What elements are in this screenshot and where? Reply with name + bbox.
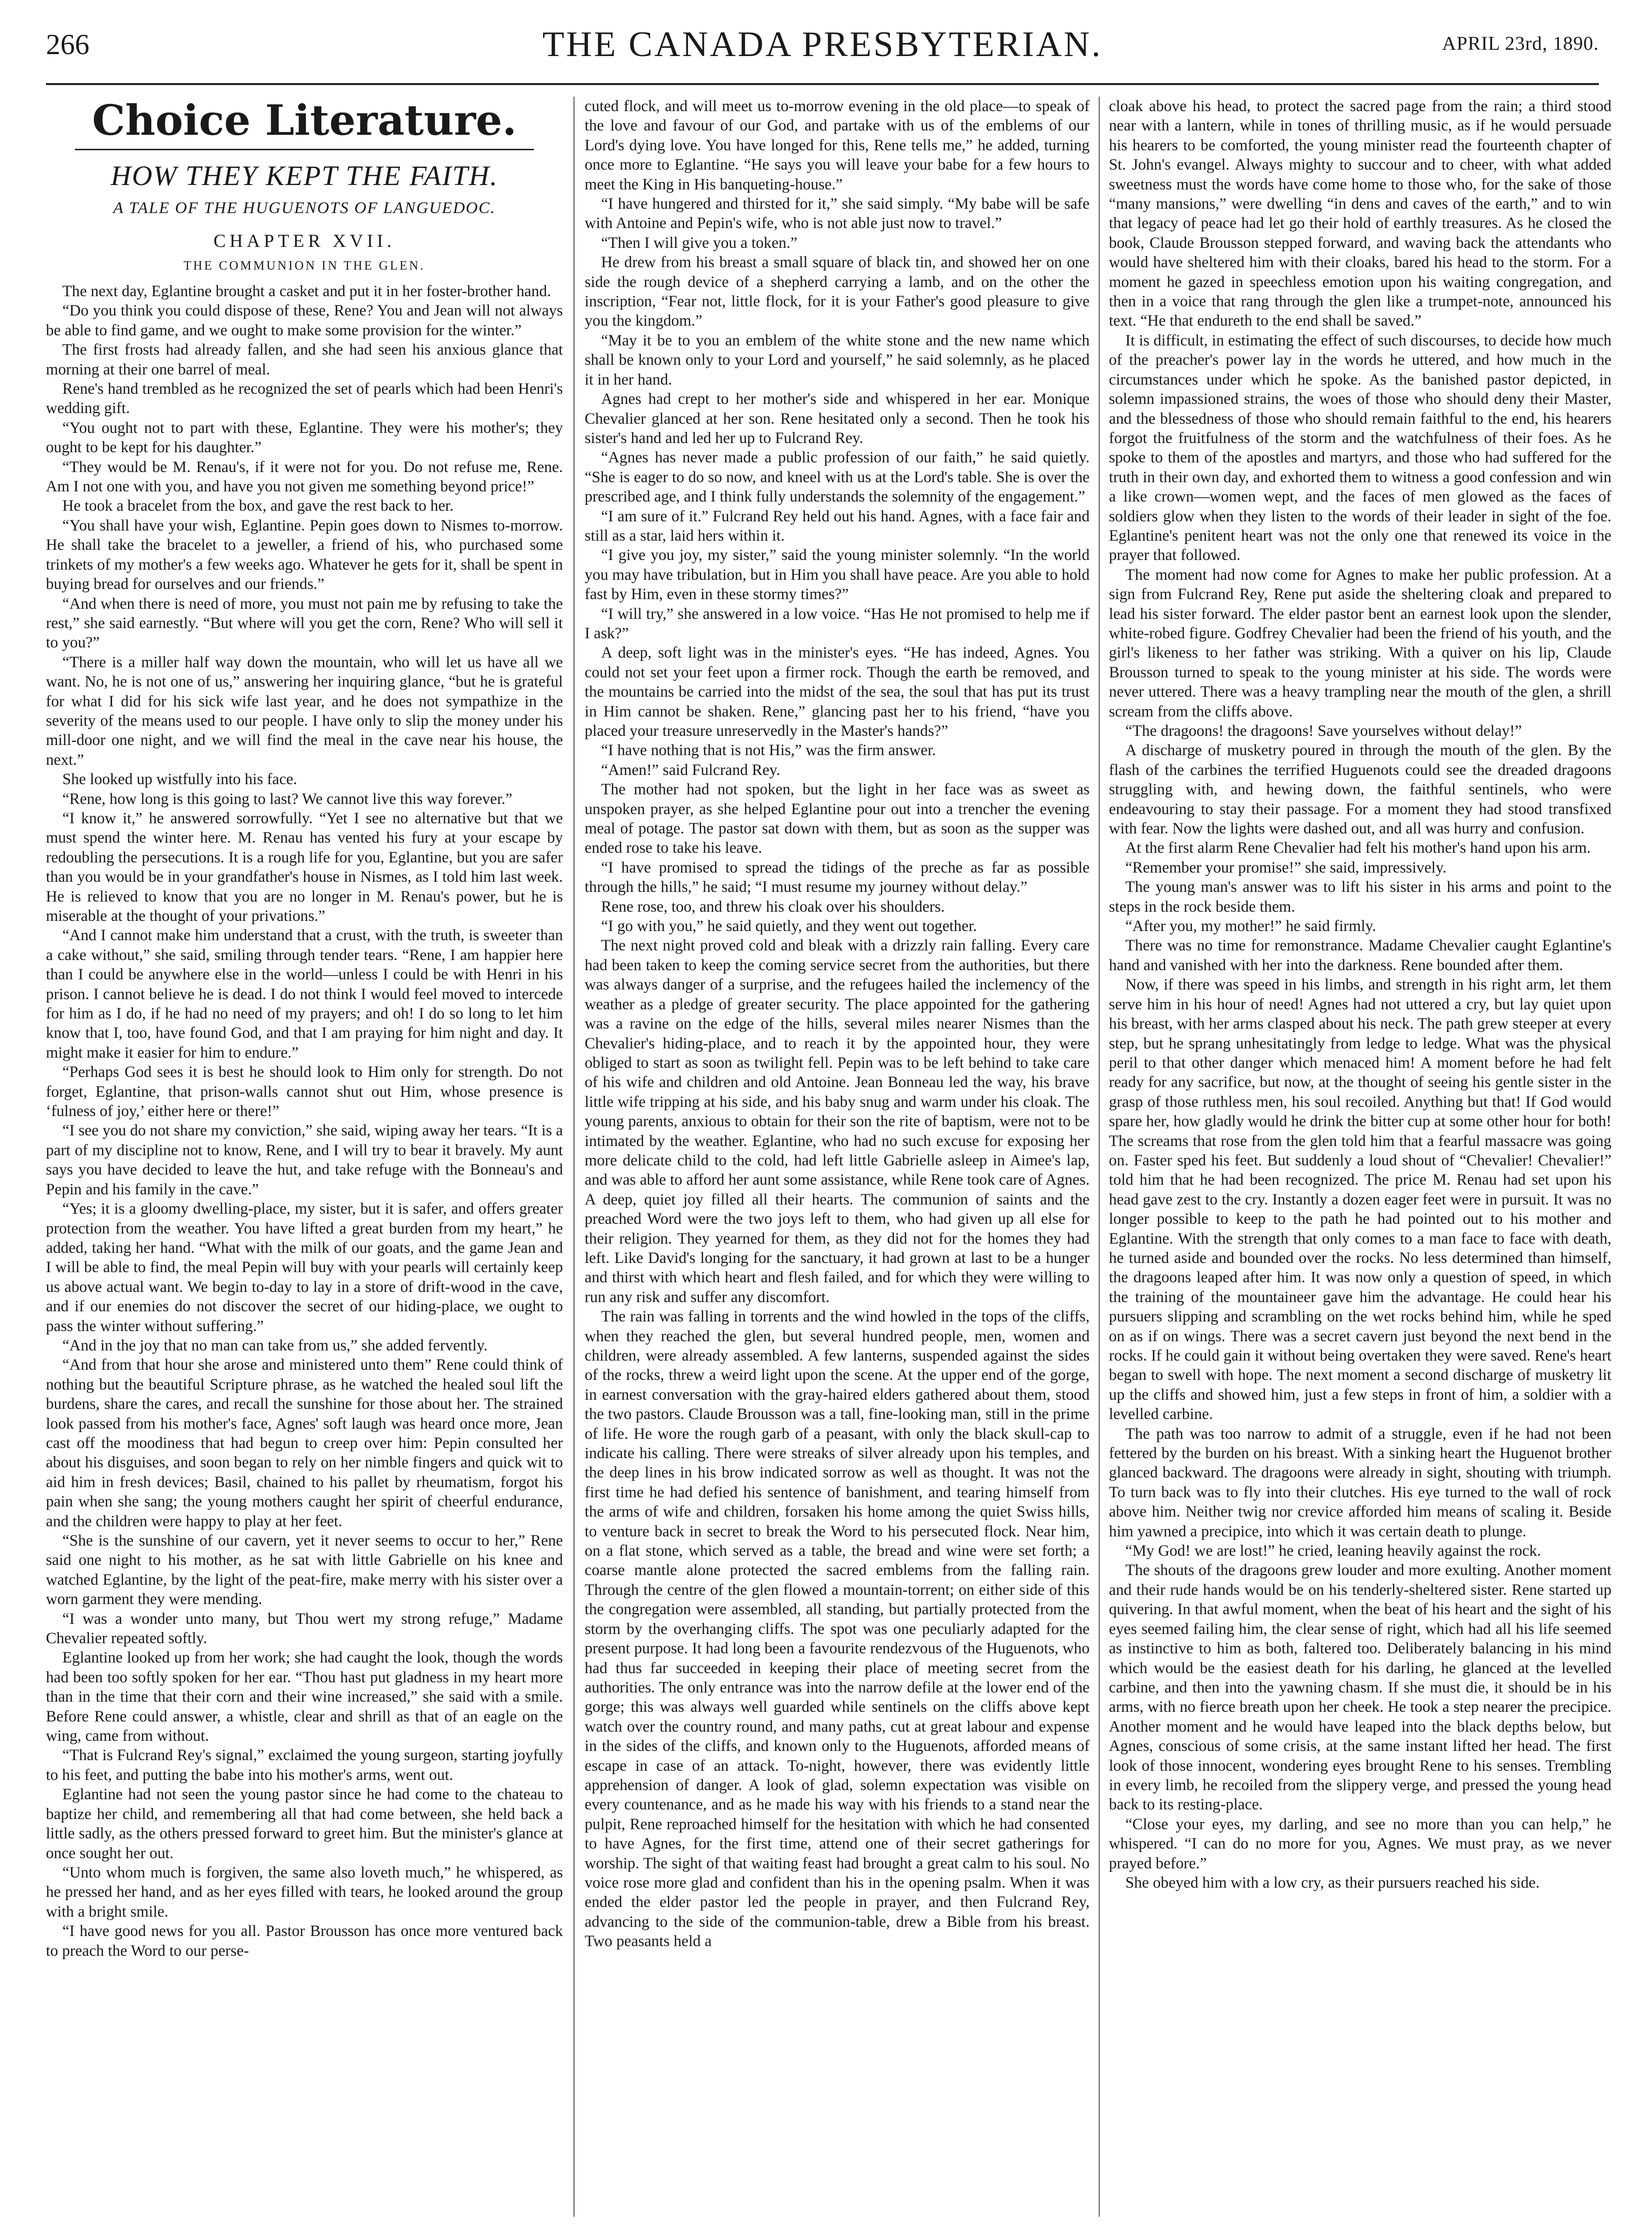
paragraph: She obeyed him with a low cry, as their pursuers reached his side.	[1125, 1874, 1540, 1892]
paragraph: “Agnes has never made a public profession of our faith,” he said quietly. “She is eager to do so now, and kneel with us at the Lord's table. She is over the prescribed age, and I think fully understands the solemnity of the engagement.”	[585, 449, 1090, 506]
column-2-text	[585, 97, 1090, 1951]
paragraph: “I have good news for you all. Pastor Brousson has once more ventured back to preach the Word to our perse-	[46, 1922, 563, 1960]
paragraph: “My God! we are lost!” he cried, leaning heavily against the rock.	[1125, 1542, 1541, 1560]
paragraph: “I go with you,” he said quietly, and they went out together.	[601, 917, 977, 935]
paragraph: “I am sure of it.” Fulcrand Rey held out his hand. Agnes, with a face fair and still as a star, laid hers within it.	[585, 507, 1090, 545]
paragraph: “I have nothing that is not His,” was the firm answer.	[601, 742, 936, 760]
paragraph: “She is the sunshine of our cavern, yet it never seems to occur to her,” Rene said one night to his mother, as he sat with little Gabrielle on his knee and watched Eglantine, by the light of the peat-fire, make merry with his sister over a worn garment they were mending.	[46, 1532, 563, 1608]
story-title: HOW THEY KEPT THE FAITH.	[111, 160, 498, 191]
paragraph: She looked up wistfully into his face.	[62, 771, 297, 788]
column-1	[46, 97, 563, 2222]
paragraph: A deep, soft light was in the minister's eyes. “He has indeed, Agnes. You could not set your feet upon a firmer rock. Though the earth be removed, and the mountains be carried into the midst of the sea, the soul that has put its trust in Him cannot be shaken. Rene,” glancing past her to his friend, “have you placed your treasure unreservedly in the Master's hands?”	[585, 644, 1090, 740]
paragraph: “May it be to you an emblem of the white stone and the new name which shall be known only to your Lord and yourself,” he said solemnly, as he placed it in her hand.	[585, 331, 1090, 388]
paragraph: Rene's hand trembled as he recognized the set of pearls which had been Henri's wedding gift.	[46, 380, 563, 417]
paragraph: “That is Fulcrand Rey's signal,” exclaimed the young surgeon, starting joyfully to his feet, and putting the babe into his mother's arms, went out.	[46, 1747, 563, 1784]
column-3-text	[1109, 97, 1611, 1892]
column-divider	[1099, 97, 1100, 2217]
header-rule	[46, 83, 1599, 85]
section-title: Choice Literature.	[92, 97, 517, 145]
paragraph: “You shall have your wish, Eglantine. Pepin goes down to Nismes to-morrow. He shall take the bracelet to a jeweller, a friend of his, who purchased some trinkets of my mother's a few weeks ago. Whatever he gets for it, shall be spent in buying bread for ourselves and our friends.”	[46, 516, 563, 593]
paragraph: “Yes; it is a gloomy dwelling-place, my sister, but it is safer, and offers greater protection from the weather. You have lifted a great burden from my heart,” he added, taking her hand. “What with the milk of our goats, and the game Jean and I will be able to find, the meal Pepin will buy with your pearls will certainly keep us above actual want. We begin to-day to lay in a store of drift-wood in the cave, and if our enemies do not discover the secret of our hiding-place, we ought to pass the winter without suffering.”	[46, 1200, 563, 1335]
paragraph: He took a bracelet from the box, and gave the rest back to her.	[62, 497, 454, 515]
paragraph: There was no time for remonstrance. Madame Chevalier caught Eglantine's hand and vanished with her into the darkness. Rene bounded after them.	[1109, 937, 1611, 974]
chapter-title: THE COMMUNION IN THE GLEN.	[184, 258, 425, 272]
paragraph: At the first alarm Rene Chevalier had felt his mother's hand upon his arm.	[1125, 839, 1591, 857]
paragraph: “The dragoons! the dragoons! Save yourselves without delay!”	[1125, 722, 1522, 740]
column-2	[585, 97, 1090, 2222]
paragraph: The moment had now come for Agnes to make her public profession. At a sign from Fulcrand Rey, Rene put aside the sheltering cloak and prepared to lead his sister forward. The elder pastor bent an earnest look upon the slender, white-robed figure. Godfrey Chevalier had been the friend of his youth, and the girl's likeness to her father was striking. With a quiver on his lip, Claude Brousson turned to speak to the young minister at his side. The words were never uttered. There was a heavy trampling near the mouth of the glen, a shrill scream from the cliffs above.	[1109, 566, 1611, 720]
paragraph: The next night proved cold and bleak with a drizzly rain falling. Every care had been taken to keep the coming service secret from the authorities, but there was always danger of a surprise, and the refugees hailed the inclemency of the weather as a pledge of greater security. The place appointed for the gathering was a ravine on the edge of the hills, several miles nearer Nismes than the Chevalier's hiding-place, and to reach it by the appointed hour, they were obliged to start as soon as twilight fell. Pepin was to be left behind to take care of his wife and children and old Antoine. Jean Bonneau led the way, his brave little wife tripping at his side, and his baby snug and warm under his cloak. The young parents, anxious to obtain for their son the rite of baptism, were not to be intimated by the weather. Eglantine, who had no such excuse for exposing her more delicate child to the cold, had left little Gabrielle asleep in Aimee's lap, and was able to afford her aunt some assistance, while Rene took care of Agnes. A deep, quiet joy filled all their hearts. The communion of saints and the preached Word were the two joys left to them, who had given up all else for their religion. They yearned for them, as they did not for the homes they had left. Like David's longing for the sanctuary, it had grown at last to be a hunger and thirst with which heart and flesh failed, and for which they were willing to run any risk and suffer any discomfort.	[585, 937, 1090, 1306]
paragraph: “I see you do not share my conviction,” she said, wiping away her tears. “It is a part of my discipline not to know, Rene, and I will try to bear it bravely. My aunt says you have decided to leave the hut, and take refuge with the Bonneau's and Pepin and his family in the cave.”	[46, 1122, 563, 1198]
paragraph: Now, if there was speed in his limbs, and strength in his right arm, let them serve him in his hour of need! Agnes had not uttered a cry, but lay quiet upon his breast, with her arms clasped about his neck. The path grew steeper at every step, but he sprang unhesitatingly from ledge to ledge. What was the physical peril to that other danger which menaced him! A moment before he had felt ready for any sacrifice, but now, at the thought of seeing his gentle sister in the grasp of those ruthless men, his soul recoiled. Anything but that! If God would spare her, how gladly would he drink the bitter cup at some other hour for both! The screams that rose from the glen told him that a fearful massacre was going on. Faster sped his feet. But suddenly a loud shout of “Chevalier! Chevalier!” told him that he had been recognized. The price M. Renau had set upon his head gave zest to the cry. Instantly a dozen eager feet were in pursuit. It was no longer possible to keep to the path he had pointed out to his mother and Eglantine. With the strength that only comes to a man face to face with death, he turned aside and bounded over the rocks. No less determined than himself, the dragoons leaped after him. It was now only a question of speed, in which the training of the mountaineer gave him the advantage. He could hear his pursuers slipping and scrambling on the wet rocks behind him, while he sped on as if on wings. There was a secret cavern just beyond the next bend in the rocks. If he could gain it without being overtaken they were saved. Rene's heart began to swell with hope. The next moment a second discharge of musketry lit up the cliffs and showed him, just a few steps in front of him, a soldier with a levelled carbine.	[1109, 976, 1611, 1423]
paragraph: “I give you joy, my sister,” said the young minister solemnly. “In the world you may have tribulation, but in Him you shall have peace. Are you able to hold fast by Him, even in these stormy times?”	[585, 546, 1090, 603]
running-header	[46, 19, 1599, 77]
chapter-heading: CHAPTER XVII.	[213, 231, 396, 251]
paragraph: The next day, Eglantine brought a casket and put it in her foster-brother hand.	[62, 283, 551, 300]
paragraph: Agnes had crept to her mother's side and whispered in her ear. Monique Chevalier glanced at her son. Rene hesitated only a second. Then he took his sister's hand and led her up to Fulcrand Rey.	[585, 390, 1090, 447]
paragraph: “After you, my mother!” he said firmly.	[1125, 917, 1376, 935]
paragraph: cuted flock, and will meet us to-morrow evening in the old place—to speak of the love and favour of our God, and partake with us of the emblems of our Lord's dying love. You have longed for this, Rene tells me,” he added, turning once more to Eglantine. “He says you will leave your babe for a few hours to meet the King in His banqueting-house.”	[585, 98, 1090, 193]
paragraph: “Do you think you could dispose of these, Rene? You and Jean will not always be able to find game, and we ought to make some provision for the winter.”	[46, 302, 563, 339]
journal-title: THE CANADA PRESBYTERIAN.	[542, 25, 1103, 64]
paragraph: Eglantine had not seen the young pastor since he had come to the chateau to baptize her child, and remembering all that had come between, she held back a little sadly, as the others pressed forward to greet him. But the minister's glance at once sought her out.	[46, 1786, 563, 1862]
paragraph: “I know it,” he answered sorrowfully. “Yet I see no alternative but that we must spend the winter here. M. Renau has vented his fury at your escape by redoubling the persecutions. It is a rough life for you, Eglantine, but you are safer than you would be in your grandfather's house in Nismes, as I told him last week. He is relieved to know that you are no longer in M. Renau's power, but he is miserable at the thought of your privations.”	[46, 809, 563, 925]
paragraph: The mother had not spoken, but the light in her face was as sweet as unspoken prayer, as she helped Eglantine pour out into a trencher the evening meal of potage. The pastor sat down with them, but as soon as the supper was ended rose to take his leave.	[585, 781, 1090, 857]
paragraph: “I was a wonder unto many, but Thou wert my strong refuge,” Madame Chevalier repeated softly.	[46, 1610, 563, 1648]
paragraph: “There is a miller half way down the mountain, who will let us have all we want. No, he is not one of us,” answering her inquiring glance, “but he is grateful for what I did for his sick wife last year, and he does not sympathize in the severity of the means used to our people. I have only to slip the money under his mill-door one night, and we will find the meal in the cave near his house, the next.”	[46, 653, 563, 769]
paragraph: A discharge of musketry poured in through the mouth of the glen. By the flash of the carbines the terrified Huguenots could see the dreaded dragoons struggling with, and hewing down, the faithful sentinels, who were endeavouring to stay their passage. For a moment they had stood transfixed with fear. Now the lights were dashed out, and all was hurry and confusion.	[1109, 742, 1611, 838]
paragraph: “They would be M. Renau's, if it were not for you. Do not refuse me, Rene. Am I not one with you, and have you not given me something beyond price!”	[46, 458, 563, 496]
paragraph: “Amen!” said Fulcrand Rey.	[601, 761, 780, 779]
paragraph: “Perhaps God sees it is best he should look to Him only for strength. Do not forget, Eglantine, that prison-walls cannot shut out Him, whose presence is ‘fulness of joy,’ either here or there!”	[46, 1063, 563, 1120]
issue-date: APRIL 23rd, 1890.	[1442, 32, 1599, 54]
paragraph: “And when there is need of more, you must not pain me by refusing to take the rest,” she said earnestly. “But where will you get the corn, Rene? Who will sell it to you?”	[46, 595, 563, 652]
paragraph: The path was too narrow to admit of a struggle, even if he had not been fettered by the burden on his breast. With a sinking heart the Huguenot brother glanced backward. The dragoons were already in sight, shouting with triumph. To turn back was to fly into their clutches. His eye turned to the wall of rock above him. Neither twig nor crevice afforded him means of scaling it. Beside him yawned a precipice, into which it was certain death to plunge.	[1109, 1425, 1611, 1540]
column-divider	[574, 97, 575, 2217]
page-number: 266	[46, 29, 89, 60]
paragraph: “And from that hour she arose and ministered unto them” Rene could think of nothing but the beautiful Scripture phrase, as he watched the healed soul lift the burdens, share the cares, and recall the sunshine for those about her. The strained look passed from his mother's face, Agnes' soft laugh was heard once more, Jean cast off the moodiness that had begun to creep over him: Pepin consulted her about his disguises, and soon began to rely on her nimble fingers and quick wit to aid him in fresh devices; Basil, chained to his pallet by rheumatism, forgot his pain when she sang; the young mothers caught her spirit of cheerful endurance, and the children were happy to play at her feet.	[46, 1356, 563, 1530]
paragraph: “And in the joy that no man can take from us,” she added fervently.	[62, 1336, 488, 1354]
paragraph: The young man's answer was to lift his sister in his arms and point to the steps in the rock beside them.	[1109, 878, 1611, 916]
column-1-text	[46, 282, 563, 1961]
paragraph: Eglantine looked up from her work; she had caught the look, though the words had been too softly spoken for her ear. “Thou hast put gladness in my heart more than in the time that their corn and their wine increased,” she said with a smile. Before Rene could answer, a whistle, clear and shrill as that of an eagle on the wing, came from without.	[46, 1649, 563, 1745]
paragraph: “Close your eyes, my darling, and see no more than you can help,” he whispered. “I can do no more for you, Agnes. We must pray, as we never prayed before.”	[1109, 1815, 1611, 1872]
paragraph: Rene rose, too, and threw his cloak over his shoulders.	[601, 898, 945, 916]
paragraph: “Unto whom much is forgiven, the same also loveth much,” he whispered, as he pressed her hand, and as her eyes filled with tears, he looked around the group with a bright smile.	[46, 1863, 563, 1921]
story-subtitle: A TALE OF THE HUGUENOTS OF LANGUEDOC.	[113, 199, 496, 217]
paragraph: “You ought not to part with these, Eglantine. They were his mother's; they ought to be kept for his daughter.”	[46, 419, 563, 457]
paragraph: “I have promised to spread the tidings of the preche as far as possible through the hills,” he said; “I must resume my journey without delay.”	[585, 859, 1090, 896]
paragraph: It is difficult, in estimating the effect of such discourses, to decide how much of the preacher's power lay in the words he uttered, and how much in the circumstances under which he spoke. As the banished pastor depicted, in solemn impassioned strains, the woes of those who should deny their Master, and the blessedness of those who should remain faithful to the end, his hearers forgot the fruitfulness of the storm and the watchfulness of their foes. As he spoke to them of the apostles and martyrs, and those who had suffered for the truth in their own day, and exhorted them to witness a good confession and win a like crown—women wept, and the faces of men glowed as the faces of soldiers glow when they listen to the words of their leader in sight of the foe. Eglantine's penitent heart was not the only one that renewed its voice in the prayer that followed.	[1109, 331, 1611, 564]
paragraph: “I have hungered and thirsted for it,” she said simply. “My babe will be safe with Antoine and Pepin's wife, who is not able just now to travel.”	[585, 195, 1090, 232]
paragraph: The first frosts had already fallen, and she had seen his anxious glance that morning at their one barrel of meal.	[46, 341, 563, 378]
paragraph: “And I cannot make him understand that a crust, with the truth, is sweeter than a cake without,” she said, smiling through tender tears. “Rene, I am happier here than I could be anywhere else in the world—unless I could be with Henri in his prison. I cannot believe he is dead. I do not think I would feel moved to intercede for him as I do, if he had no need of my prayers; and oh! I do so long to let him know that I, too, have found God, and that I am praying for him night and day. It might make it easier for him to endure.”	[46, 927, 563, 1061]
paragraph: “I will try,” she answered in a low voice. “Has He not promised to help me if I ask?”	[585, 605, 1090, 642]
paragraph: He drew from his breast a small square of black tin, and showed her on one side the rough device of a shepherd carrying a lamb, and on the other the inscription, “Fear not, little flock, for it is your Father's good pleasure to give you the kingdom.”	[585, 254, 1090, 330]
paragraph: The rain was falling in torrents and the wind howled in the tops of the cliffs, when they reached the glen, but several hundred people, men, women and children, were already assembled. A few lanterns, suspended against the sides of the rocks, threw a weird light upon the scene. At the upper end of the gorge, in earnest conversation with the gray-haired elders gathered about them, stood the two pastors. Claude Brousson was a tall, fine-looking man, still in the prime of life. He wore the rough garb of a peasant, with only the black skull-cap to indicate his calling. There were streaks of silver already upon his temples, and the deep lines in his brow indicated sorrow as well as thought. It was not the first time he had defied his sentence of banishment, and tearing himself from the arms of wife and children, forsaken his home among the quiet Swiss hills, to venture back in secret to break the Word to his persecuted flock. Near him, on a flat stone, which served as a table, the bread and wine were set forth; a coarse mantle alone protected the sacred emblems from the falling rain. Through the centre of the glen flowed a mountain-torrent; on either side of this the congregation were assembled, all standing, but partially protected from the storm by the overhanging cliffs. The spot was one peculiarly adapted for the present purpose. It had long been a favourite rendezvous of the Huguenots, who had thus far succeeded in keeping their place of meeting secret from the authorities. The only entrance was into the narrow defile at the lower end of the gorge; this was always well guarded while sentinels on the cliffs above kept watch over the country round, and many paths, cut at great labour and expense in the sides of the cliffs, and known only to the Huguenots, afforded means of escape in case of an attack. To-night, however, there was evidently little apprehension of danger. A look of glad, solemn expectation was visible on every countenance, and as he made his way with his friends to a stand near the pulpit, Rene reproached himself for the hesitation with which he had consented to have Agnes, for the first time, attend one of their secret gatherings for worship. The sight of that waiting feast had brought a great calm to his soul. No voice rose more glad and confident than his in the opening psalm. When it was ended the elder pastor led the people in prayer, and then Fulcrand Rey, advancing to the side of the communion-table, drew a Bible from his breast. Two peasants held a	[585, 1308, 1090, 1950]
paragraph: “Remember your promise!” she said, impressively.	[1125, 859, 1447, 876]
section-rule	[75, 149, 534, 150]
column-3	[1109, 97, 1611, 2222]
paragraph: “Then I will give you a token.”	[601, 234, 798, 252]
paragraph: The shouts of the dragoons grew louder and more exulting. Another moment and their rude hands would be on his tenderly-sheltered sister. Rene started up quivering. In that awful moment, when the beat of his heart and the sight of his eyes seemed failing him, the clear sense of right, which had all his life seemed as instinctive to him as both, faltered too. Deliberately balancing in his mind which would be the easiest death for his darling, he glanced at the levelled carbine, and then into the yawning chasm. If she must die, it should be in his arms, with no fierce breath upon her cheek. He took a step nearer the precipice. Another moment and he would have leaped into the black depths below, but Agnes, conscious of some crisis, at the same instant lifted her head. The first look of those innocent, wondering eyes brought Rene to his senses. Trembling in every limb, he recoiled from the slippery verge, and pressed the young head back to its resting-place.	[1109, 1562, 1611, 1814]
paragraph: “Rene, how long is this going to last? We cannot live this way forever.”	[62, 790, 513, 808]
paragraph: cloak above his head, to protect the sacred page from the rain; a third stood near with a lantern, while in tones of thrilling music, as if he would persuade his hearers to be comforted, the young minister read the fourteenth chapter of St. John's evangel. Always mighty to succour and to cheer, with what added sweetness must the words have come home to those who, for the sake of those “many mansions,” were dwelling “in dens and caves of the earth,” and to win that legacy of peace had let go their hold of earthly treasures. As he closed the book, Claude Brousson stepped forward, and waving back the attendants who would have sheltered him with their cloaks, bared his head to the storm. For a moment he gazed in speechless emotion upon his waiting congregation, and then in a voice that rang through the glen like a trumpet-note, announced his text. “He that endureth to the end shall be saved.”	[1109, 98, 1611, 330]
